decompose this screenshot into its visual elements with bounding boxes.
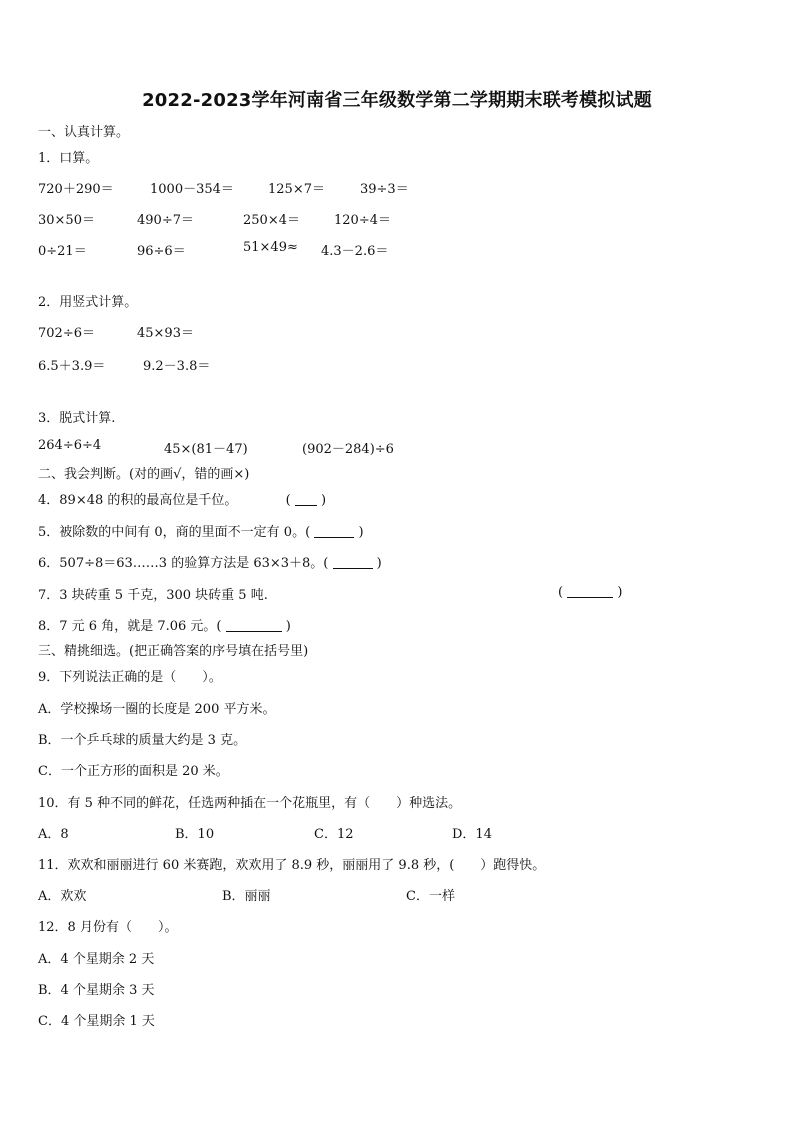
oral-calc-item: 51×49≈ [243, 240, 298, 255]
question-7-text: 7．3 块砖重 5 千克，300 块砖重 5 吨. [38, 588, 268, 603]
vertical-calc-item: 6.5＋3.9＝ [38, 359, 106, 374]
section-heading-2: 二、我会判断。(对的画√，错的画×) [38, 467, 250, 482]
question-11-option-c: C．一样 [406, 889, 455, 904]
question-12-stem: 12．8 月份有（ ）。 [38, 920, 178, 935]
page-title: 2022-2023学年河南省三年级数学第二学期期末联考模拟试题 [142, 90, 652, 111]
answer-close-paren: ) [285, 619, 291, 634]
oral-calc-item: 30×50＝ [38, 213, 95, 228]
answer-blank[interactable] [567, 584, 613, 598]
vertical-calc-item: 9.2－3.8＝ [143, 359, 211, 374]
question-5-text: 5．被除数的中间有 0，商的里面不一定有 0。( [38, 525, 311, 540]
answer-close-paren: ) [376, 556, 382, 571]
question-12-option-b: B．4 个星期余 3 天 [38, 983, 155, 998]
stepwise-calc-item: 45×(81－47) [164, 442, 248, 457]
section-heading-1: 一、认真计算。 [38, 125, 130, 140]
question-6-text: 6．507÷8＝63……3 的验算方法是 63×3＋8。( [38, 556, 329, 571]
question-9-stem: 9．下列说法正确的是（ ）。 [38, 670, 222, 685]
oral-calc-item: 720＋290＝ [38, 182, 114, 197]
vertical-calc-item: 45×93＝ [137, 326, 194, 341]
question-5 [38, 521, 364, 540]
answer-close-paren: ) [321, 493, 327, 508]
question-12-option-c: C．4 个星期余 1 天 [38, 1014, 155, 1029]
answer-blank[interactable] [295, 492, 317, 506]
stepwise-calc-item: 264÷6÷4 [38, 438, 102, 453]
section-heading-3: 三、精挑细选。(把正确答案的序号填在括号里) [38, 644, 309, 659]
vertical-calc-item: 702÷6＝ [38, 326, 95, 341]
answer-blank[interactable] [314, 524, 354, 538]
question-10-option-a: A．8 [38, 827, 69, 842]
answer-open-paren: ( [558, 585, 564, 600]
oral-calc-item: 1000－354＝ [150, 182, 234, 197]
question-10-stem: 10．有 5 种不同的鲜花，任选两种插在一个花瓶里，有（ ）种选法。 [38, 796, 462, 811]
question-6 [38, 552, 382, 571]
question-8 [38, 615, 291, 634]
answer-close-paren: ) [358, 525, 364, 540]
oral-calc-item: 120÷4＝ [334, 213, 391, 228]
question-4 [38, 489, 326, 508]
question-9-option-c: C．一个正方形的面积是 20 米。 [38, 764, 229, 779]
oral-calc-item: 125×7＝ [268, 182, 325, 197]
question-11-stem: 11．欢欢和丽丽进行 60 米赛跑，欢欢用了 8.9 秒，丽丽用了 9.8 秒，( ）跑得快。 [38, 858, 546, 873]
oral-calc-item: 0÷21＝ [38, 244, 87, 259]
question-4-text: 4．89×48 的积的最高位是千位。 [38, 493, 238, 508]
question-12-option-a: A．4 个星期余 2 天 [38, 952, 155, 967]
question-11-option-b: B．丽丽 [222, 889, 271, 904]
question-10-option-d: D．14 [452, 827, 492, 842]
stepwise-calc-item: (902－284)÷6 [302, 442, 394, 457]
question-9-option-b: B．一个乒乓球的质量大约是 3 克。 [38, 733, 247, 748]
question-3-label: 3．脱式计算. [38, 411, 116, 426]
oral-calc-item: 250×4＝ [243, 213, 300, 228]
oral-calc-item: 490÷7＝ [137, 213, 194, 228]
answer-open-paren: ( [285, 493, 291, 508]
question-1-label: 1．口算。 [38, 151, 99, 166]
oral-calc-item: 39÷3＝ [360, 182, 409, 197]
oral-calc-item: 4.3－2.6＝ [321, 244, 389, 259]
oral-calc-item: 96÷6＝ [137, 244, 186, 259]
answer-blank[interactable] [333, 555, 373, 569]
question-2-label: 2．用竖式计算。 [38, 295, 138, 310]
question-8-text: 8．7 元 6 角，就是 7.06 元。( [38, 619, 222, 634]
question-10-option-b: B．10 [175, 827, 215, 842]
answer-close-paren: ) [617, 585, 623, 600]
question-7-answer [558, 584, 622, 600]
question-11-option-a: A．欢欢 [38, 889, 87, 904]
question-9-option-a: A．学校操场一圈的长度是 200 平方米。 [38, 702, 276, 717]
answer-blank[interactable] [226, 618, 282, 632]
question-10-option-c: C．12 [314, 827, 354, 842]
